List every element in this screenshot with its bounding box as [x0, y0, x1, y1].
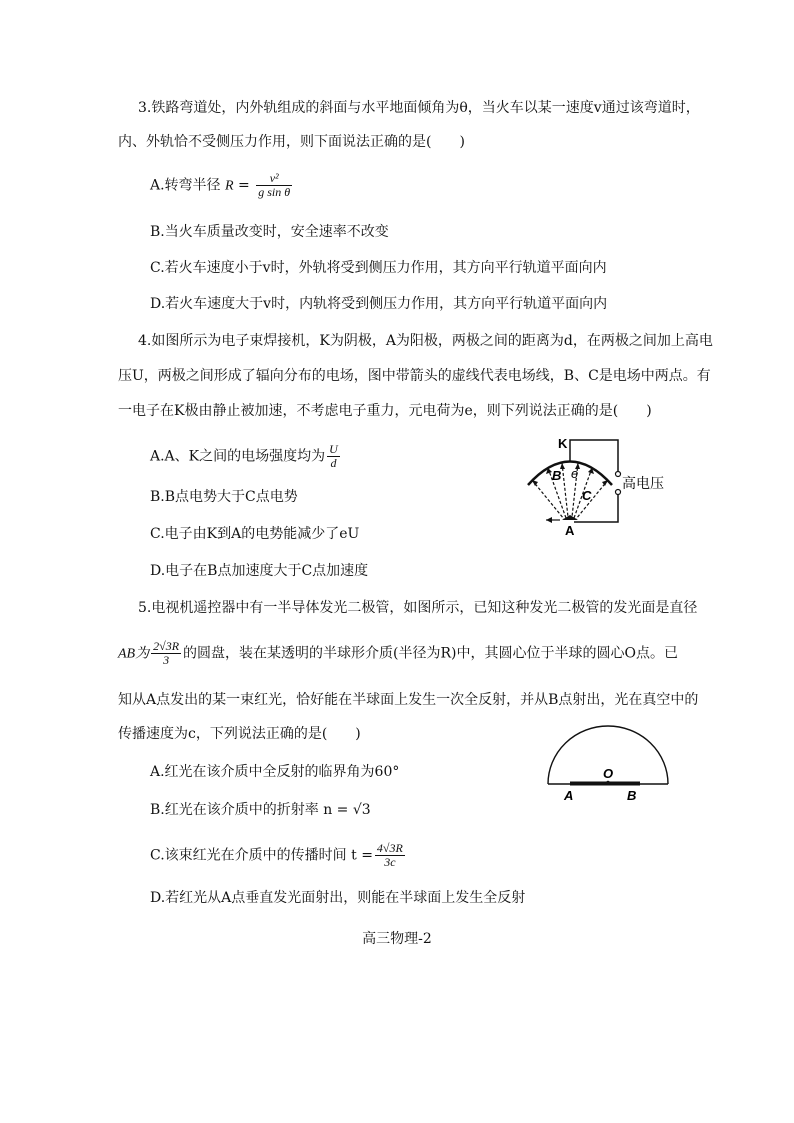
q5-stem-line2-fraction [151, 640, 181, 667]
q5-option-c-fraction [375, 842, 405, 869]
led-disk [570, 782, 640, 786]
label-B: B [627, 788, 637, 803]
q5-stem-line2-post: 的圆盘，装在某透明的半球形介质(半径为R)中，其圆心位于半球的圆心O点。已 [183, 645, 678, 662]
center-O [606, 781, 610, 785]
page-footer: 高三物理-2 [362, 931, 432, 947]
q3-option-a-var: R [225, 178, 234, 194]
field-line-1 [532, 480, 564, 519]
terminal-bottom [616, 490, 621, 495]
q4-option-c: C.电子由K到A的电势能减少了eU [150, 526, 360, 542]
label-e: e [571, 466, 579, 481]
q5-option-a: A.红光在该介质中全反射的临界角为60° [150, 764, 400, 780]
q4-stem-line1: 4.如图所示为电子束焊接机，K为阴极，A为阳极，两极之间的距离为d，在两极之间加上高电 [138, 333, 713, 349]
field-line-6 [576, 480, 608, 519]
q5-option-c-numerator: 4√3R [376, 841, 403, 855]
anode-arrow-left [546, 517, 552, 523]
q5-stem-line1: 5.电视机遥控器中有一半导体发光二极管，如图所示，已知这种发光二极管的发光面是直径 [138, 600, 698, 616]
label-K: K [558, 436, 568, 451]
field-line-3 [562, 463, 568, 517]
terminal-top [616, 472, 621, 477]
label-C: C [582, 488, 592, 503]
cathode-arc [528, 462, 612, 486]
q4-stem-line2: 压U，两极之间形成了辐向分布的电场，图中带箭头的虚线代表电场线，B、C是电场中两点。有 [118, 368, 711, 384]
q4-option-a-denominator: d [330, 456, 337, 470]
q3-option-d: D.若火车速度大于v时，内轨将受到侧压力作用，其方向平行轨道平面向内 [150, 296, 608, 312]
q5-stem-line2-pre: AB为 [118, 646, 150, 662]
q3-option-a-fraction [256, 172, 292, 199]
label-A: A [564, 788, 574, 803]
q4-option-a-fraction [327, 443, 340, 470]
q3-option-a-eq: = [233, 177, 255, 194]
q5-hemisphere-figure [540, 720, 680, 806]
arrow-head-1 [532, 480, 538, 486]
q4-option-b: B.B点电势大于C点电势 [150, 489, 298, 505]
q4-option-a [150, 443, 342, 470]
anode [562, 515, 578, 520]
q3-option-a [150, 172, 294, 199]
q5-option-c [150, 842, 407, 869]
q4-option-a-prefix: A.A、K之间的电场强度均为 [150, 448, 326, 465]
q5-stem-line4: 传播速度为c，下列说法正确的是( ) [118, 726, 361, 742]
q5-stem-line2 [118, 640, 678, 667]
label-high-voltage: 高电压 [622, 475, 664, 491]
q5-option-c-denominator: 3c [384, 855, 396, 869]
q3-stem-line1: 3.铁路弯道处，内外轨组成的斜面与水平地面倾角为θ，当火车以某一速度v通过该弯道时， [138, 100, 700, 116]
q5-option-b: B.红光在该介质中的折射率 n = √3 [150, 802, 371, 818]
q4-option-a-numerator: U [329, 442, 338, 456]
q5-option-c-prefix: C.该束红光在介质中的传播时间 t = [150, 847, 373, 864]
q4-option-d: D.电子在B点加速度大于C点加速度 [150, 563, 369, 579]
q3-stem-line2: 内、外轨恰不受侧压力作用，则下面说法正确的是( ) [118, 134, 465, 150]
label-A: A [565, 523, 575, 538]
q3-option-b: B.当火车质量改变时，安全速率不改变 [150, 224, 389, 240]
q3-option-c: C.若火车速度小于v时，外轨将受到侧压力作用，其方向平行轨道平面向内 [150, 260, 607, 276]
q4-stem-line3: 一电子在K极由静止被加速，不考虑电子重力，元电荷为e，则下列说法正确的是( ) [118, 403, 652, 419]
label-B: B [552, 468, 562, 483]
q4-electron-beam-figure [510, 428, 690, 540]
arrow-head-6 [602, 480, 608, 486]
q5-option-d: D.若红光从A点垂直发光面射出，则能在半球面上发生全反射 [150, 890, 526, 906]
q5-stem-line3: 知从A点发出的某一束红光，恰好能在半球面上发生一次全反射，并从B点射出，光在真空中的 [118, 692, 699, 708]
q3-option-a-denominator: g sin θ [258, 185, 291, 199]
label-O: O [603, 766, 614, 781]
q3-option-a-numerator: v² [256, 172, 292, 186]
q3-option-a-prefix: A.转弯半径 [150, 177, 226, 194]
q5-stem-line2-numerator: 2√3R [153, 639, 180, 653]
q5-stem-line2-denominator: 3 [163, 653, 170, 667]
